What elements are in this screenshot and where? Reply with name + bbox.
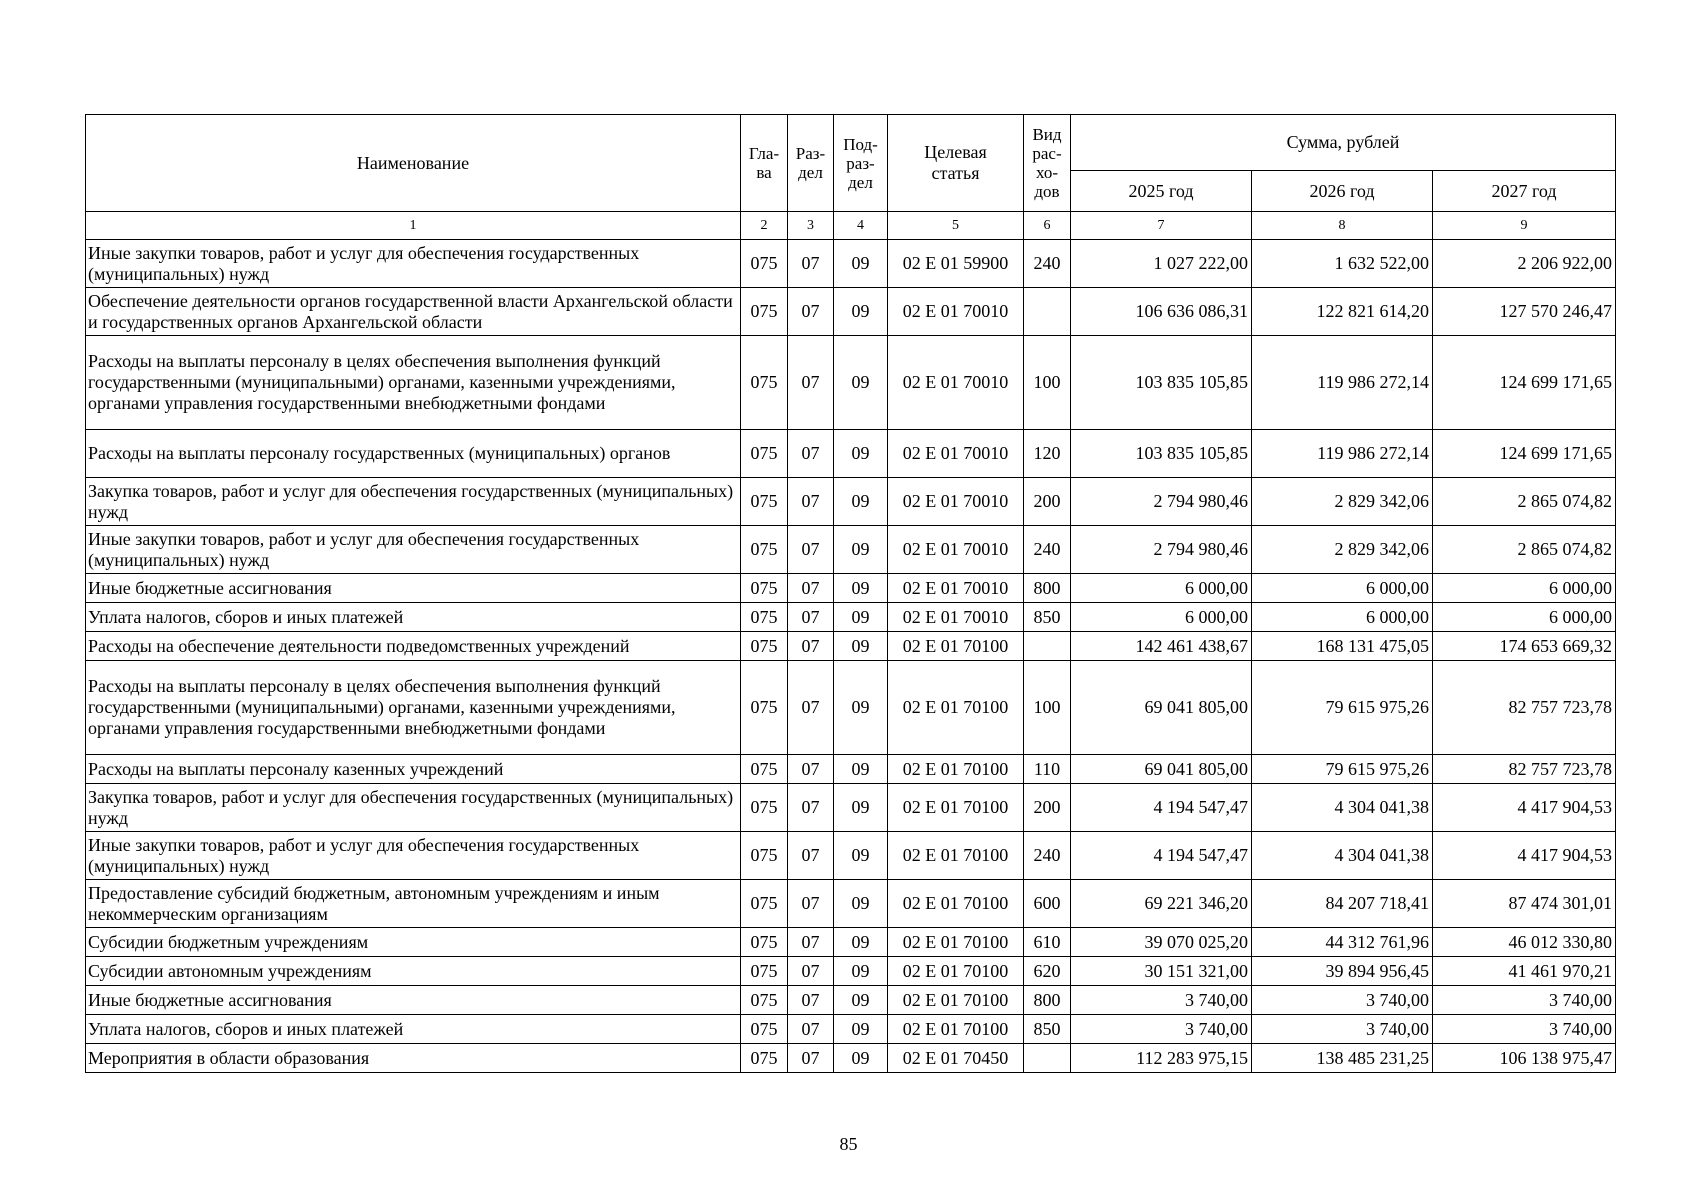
row-name: Субсидии автономным учреждениям: [86, 957, 741, 986]
row-subsection: 09: [834, 928, 888, 957]
row-amount-2025: 103 835 105,85: [1071, 336, 1252, 430]
row-subsection: 09: [834, 1044, 888, 1073]
row-chapter: 075: [741, 240, 788, 288]
row-amount-2026: 138 485 231,25: [1252, 1044, 1433, 1073]
table-row: [86, 430, 1616, 478]
row-amount-2025: 6 000,00: [1071, 603, 1252, 632]
column-number: 6: [1024, 212, 1071, 240]
row-name: Иные бюджетные ассигнования: [86, 574, 741, 603]
row-amount-2027: 2 865 074,82: [1433, 478, 1616, 526]
table-row: [86, 986, 1616, 1015]
column-number: 3: [788, 212, 834, 240]
row-name: Иные закупки товаров, работ и услуг для обеспечения государственных (муниципальных) нужд: [86, 832, 741, 880]
row-amount-2025: 69 041 805,00: [1071, 755, 1252, 784]
row-section: 07: [788, 957, 834, 986]
row-target-article: 02 Е 01 70010: [888, 430, 1024, 478]
row-amount-2026: 2 829 342,06: [1252, 526, 1433, 574]
table-row: [86, 880, 1616, 928]
row-name: Предоставление субсидий бюджетным, автономным учреждениям и иным некоммерческим организациям: [86, 880, 741, 928]
row-amount-2026: 168 131 475,05: [1252, 632, 1433, 661]
row-name: Расходы на обеспечение деятельности подведомственных учреждений: [86, 632, 741, 661]
row-amount-2025: 112 283 975,15: [1071, 1044, 1252, 1073]
row-amount-2026: 79 615 975,26: [1252, 661, 1433, 755]
header-name: Наименование: [86, 115, 741, 212]
row-section: 07: [788, 1044, 834, 1073]
row-amount-2027: 82 757 723,78: [1433, 755, 1616, 784]
row-subsection: 09: [834, 526, 888, 574]
row-name: Расходы на выплаты персоналу в целях обеспечения выполнения функций государственными (муниципальными) органами, казенными учреждениями, органами управления государственными внебюджетными фондами: [86, 661, 741, 755]
row-section: 07: [788, 574, 834, 603]
row-amount-2026: 4 304 041,38: [1252, 784, 1433, 832]
table-row: [86, 784, 1616, 832]
row-amount-2026: 39 894 956,45: [1252, 957, 1433, 986]
row-subsection: 09: [834, 288, 888, 336]
row-expense-type: 850: [1024, 1015, 1071, 1044]
row-expense-type: 600: [1024, 880, 1071, 928]
row-expense-type: 240: [1024, 832, 1071, 880]
row-subsection: 09: [834, 574, 888, 603]
table-body: [86, 212, 1616, 1073]
row-amount-2026: 6 000,00: [1252, 603, 1433, 632]
row-target-article: 02 Е 01 70100: [888, 928, 1024, 957]
row-chapter: 075: [741, 928, 788, 957]
row-amount-2026: 4 304 041,38: [1252, 832, 1433, 880]
row-section: 07: [788, 880, 834, 928]
row-amount-2027: 6 000,00: [1433, 603, 1616, 632]
row-amount-2027: 124 699 171,65: [1433, 430, 1616, 478]
row-amount-2027: 82 757 723,78: [1433, 661, 1616, 755]
row-amount-2025: 69 221 346,20: [1071, 880, 1252, 928]
table-row: [86, 632, 1616, 661]
row-amount-2027: 87 474 301,01: [1433, 880, 1616, 928]
table-row: [86, 832, 1616, 880]
row-section: 07: [788, 526, 834, 574]
row-target-article: 02 Е 01 70010: [888, 288, 1024, 336]
header-target-article: Целевая статья: [888, 115, 1024, 212]
row-expense-type: 110: [1024, 755, 1071, 784]
row-amount-2025: 3 740,00: [1071, 1015, 1252, 1044]
row-expense-type: 610: [1024, 928, 1071, 957]
row-amount-2027: 124 699 171,65: [1433, 336, 1616, 430]
row-chapter: 075: [741, 632, 788, 661]
row-amount-2026: 1 632 522,00: [1252, 240, 1433, 288]
row-expense-type: 240: [1024, 526, 1071, 574]
row-section: 07: [788, 632, 834, 661]
row-target-article: 02 Е 01 70010: [888, 603, 1024, 632]
row-expense-type: 200: [1024, 784, 1071, 832]
row-section: 07: [788, 755, 834, 784]
row-expense-type: 620: [1024, 957, 1071, 986]
row-amount-2025: 6 000,00: [1071, 574, 1252, 603]
row-subsection: 09: [834, 832, 888, 880]
column-number: 9: [1433, 212, 1616, 240]
row-chapter: 075: [741, 526, 788, 574]
row-target-article: 02 Е 01 70010: [888, 526, 1024, 574]
row-subsection: 09: [834, 430, 888, 478]
row-amount-2026: 6 000,00: [1252, 574, 1433, 603]
row-chapter: 075: [741, 755, 788, 784]
row-amount-2025: 2 794 980,46: [1071, 526, 1252, 574]
row-amount-2025: 106 636 086,31: [1071, 288, 1252, 336]
row-subsection: 09: [834, 1015, 888, 1044]
header-year-2027: 2027 год: [1433, 171, 1616, 212]
header-sum: Сумма, рублей: [1071, 115, 1616, 171]
row-expense-type: 800: [1024, 574, 1071, 603]
row-amount-2026: 2 829 342,06: [1252, 478, 1433, 526]
row-chapter: 075: [741, 478, 788, 526]
table-row: [86, 526, 1616, 574]
row-amount-2026: 119 986 272,14: [1252, 336, 1433, 430]
row-expense-type: [1024, 288, 1071, 336]
row-amount-2025: 69 041 805,00: [1071, 661, 1252, 755]
row-section: 07: [788, 832, 834, 880]
table-row: [86, 1044, 1616, 1073]
table-row: [86, 928, 1616, 957]
column-number: 1: [86, 212, 741, 240]
row-amount-2025: 2 794 980,46: [1071, 478, 1252, 526]
table-row: [86, 755, 1616, 784]
row-name: Субсидии бюджетным учреждениям: [86, 928, 741, 957]
row-amount-2025: 30 151 321,00: [1071, 957, 1252, 986]
row-chapter: 075: [741, 986, 788, 1015]
table-row: [86, 336, 1616, 430]
row-expense-type: 120: [1024, 430, 1071, 478]
row-amount-2025: 103 835 105,85: [1071, 430, 1252, 478]
row-amount-2025: 4 194 547,47: [1071, 784, 1252, 832]
row-name: Иные закупки товаров, работ и услуг для обеспечения государственных (муниципальных) нужд: [86, 526, 741, 574]
row-chapter: 075: [741, 574, 788, 603]
table-row: [86, 661, 1616, 755]
row-section: 07: [788, 478, 834, 526]
row-amount-2027: 2 865 074,82: [1433, 526, 1616, 574]
row-name: Закупка товаров, работ и услуг для обеспечения государственных (муниципальных) нужд: [86, 478, 741, 526]
header-subsection: Под- раз- дел: [834, 115, 888, 212]
row-subsection: 09: [834, 661, 888, 755]
row-expense-type: 240: [1024, 240, 1071, 288]
header-chapter: Гла- ва: [741, 115, 788, 212]
row-chapter: 075: [741, 661, 788, 755]
row-chapter: 075: [741, 880, 788, 928]
row-amount-2027: 2 206 922,00: [1433, 240, 1616, 288]
header-year-2025: 2025 год: [1071, 171, 1252, 212]
row-subsection: 09: [834, 986, 888, 1015]
row-amount-2027: 4 417 904,53: [1433, 784, 1616, 832]
column-number: 5: [888, 212, 1024, 240]
row-chapter: 075: [741, 1015, 788, 1044]
row-name: Расходы на выплаты персоналу казенных учреждений: [86, 755, 741, 784]
row-chapter: 075: [741, 832, 788, 880]
table-row: [86, 957, 1616, 986]
row-section: 07: [788, 928, 834, 957]
column-number: 4: [834, 212, 888, 240]
table-row: [86, 574, 1616, 603]
row-subsection: 09: [834, 478, 888, 526]
row-section: 07: [788, 430, 834, 478]
row-name: Уплата налогов, сборов и иных платежей: [86, 603, 741, 632]
row-target-article: 02 Е 01 70100: [888, 632, 1024, 661]
row-section: 07: [788, 986, 834, 1015]
row-name: Закупка товаров, работ и услуг для обеспечения государственных (муниципальных) нужд: [86, 784, 741, 832]
row-expense-type: 800: [1024, 986, 1071, 1015]
row-amount-2026: 3 740,00: [1252, 1015, 1433, 1044]
row-expense-type: 850: [1024, 603, 1071, 632]
row-expense-type: 200: [1024, 478, 1071, 526]
column-number-row: [86, 212, 1616, 240]
row-section: 07: [788, 661, 834, 755]
row-chapter: 075: [741, 1044, 788, 1073]
row-subsection: 09: [834, 880, 888, 928]
row-subsection: 09: [834, 784, 888, 832]
row-expense-type: [1024, 632, 1071, 661]
row-chapter: 075: [741, 784, 788, 832]
row-chapter: 075: [741, 430, 788, 478]
row-amount-2026: 84 207 718,41: [1252, 880, 1433, 928]
row-name: Иные закупки товаров, работ и услуг для обеспечения государственных (муниципальных) нужд: [86, 240, 741, 288]
header-year-2026: 2026 год: [1252, 171, 1433, 212]
row-section: 07: [788, 240, 834, 288]
row-name: Обеспечение деятельности органов государственной власти Архангельской области и государственных органов Архангельской области: [86, 288, 741, 336]
row-name: Уплата налогов, сборов и иных платежей: [86, 1015, 741, 1044]
row-section: 07: [788, 784, 834, 832]
row-amount-2025: 39 070 025,20: [1071, 928, 1252, 957]
table-row: [86, 478, 1616, 526]
row-subsection: 09: [834, 240, 888, 288]
row-name: Расходы на выплаты персоналу в целях обеспечения выполнения функций государственными (муниципальными) органами, казенными учреждениями, органами управления государственными внебюджетными фондами: [86, 336, 741, 430]
row-target-article: 02 Е 01 70100: [888, 957, 1024, 986]
row-expense-type: 100: [1024, 336, 1071, 430]
row-amount-2026: 122 821 614,20: [1252, 288, 1433, 336]
row-amount-2026: 79 615 975,26: [1252, 755, 1433, 784]
row-target-article: 02 Е 01 70100: [888, 1015, 1024, 1044]
page-number: 85: [839, 1134, 858, 1154]
row-target-article: 02 Е 01 70100: [888, 661, 1024, 755]
row-chapter: 075: [741, 288, 788, 336]
row-expense-type: 100: [1024, 661, 1071, 755]
column-number: 2: [741, 212, 788, 240]
row-amount-2025: 4 194 547,47: [1071, 832, 1252, 880]
table-row: [86, 603, 1616, 632]
row-expense-type: [1024, 1044, 1071, 1073]
row-amount-2025: 142 461 438,67: [1071, 632, 1252, 661]
header-section: Раз- дел: [788, 115, 834, 212]
row-target-article: 02 Е 01 70010: [888, 336, 1024, 430]
table-row: [86, 1015, 1616, 1044]
row-section: 07: [788, 336, 834, 430]
row-amount-2026: 119 986 272,14: [1252, 430, 1433, 478]
table-row: [86, 288, 1616, 336]
row-target-article: 02 Е 01 70100: [888, 784, 1024, 832]
row-target-article: 02 Е 01 70450: [888, 1044, 1024, 1073]
row-amount-2027: 46 012 330,80: [1433, 928, 1616, 957]
row-chapter: 075: [741, 957, 788, 986]
row-section: 07: [788, 288, 834, 336]
row-amount-2027: 41 461 970,21: [1433, 957, 1616, 986]
row-target-article: 02 Е 01 70100: [888, 880, 1024, 928]
row-amount-2026: 3 740,00: [1252, 986, 1433, 1015]
header-expense-type: Вид рас- хо- дов: [1024, 115, 1071, 212]
row-amount-2027: 6 000,00: [1433, 574, 1616, 603]
row-amount-2026: 44 312 761,96: [1252, 928, 1433, 957]
row-amount-2027: 174 653 669,32: [1433, 632, 1616, 661]
row-target-article: 02 Е 01 70100: [888, 755, 1024, 784]
row-target-article: 02 Е 01 59900: [888, 240, 1024, 288]
row-amount-2027: 106 138 975,47: [1433, 1044, 1616, 1073]
row-amount-2027: 3 740,00: [1433, 1015, 1616, 1044]
row-chapter: 075: [741, 603, 788, 632]
row-name: Мероприятия в области образования: [86, 1044, 741, 1073]
budget-table: [85, 114, 1616, 1073]
row-subsection: 09: [834, 755, 888, 784]
row-subsection: 09: [834, 603, 888, 632]
row-chapter: 075: [741, 336, 788, 430]
row-name: Иные бюджетные ассигнования: [86, 986, 741, 1015]
row-subsection: 09: [834, 957, 888, 986]
row-amount-2027: 3 740,00: [1433, 986, 1616, 1015]
row-amount-2027: 4 417 904,53: [1433, 832, 1616, 880]
row-section: 07: [788, 1015, 834, 1044]
row-amount-2027: 127 570 246,47: [1433, 288, 1616, 336]
table-row: [86, 240, 1616, 288]
row-target-article: 02 Е 01 70100: [888, 986, 1024, 1015]
row-target-article: 02 Е 01 70010: [888, 478, 1024, 526]
row-target-article: 02 Е 01 70100: [888, 832, 1024, 880]
row-amount-2025: 1 027 222,00: [1071, 240, 1252, 288]
row-name: Расходы на выплаты персоналу государственных (муниципальных) органов: [86, 430, 741, 478]
row-amount-2025: 3 740,00: [1071, 986, 1252, 1015]
column-number: 8: [1252, 212, 1433, 240]
row-subsection: 09: [834, 632, 888, 661]
column-number: 7: [1071, 212, 1252, 240]
row-section: 07: [788, 603, 834, 632]
row-subsection: 09: [834, 336, 888, 430]
row-target-article: 02 Е 01 70010: [888, 574, 1024, 603]
